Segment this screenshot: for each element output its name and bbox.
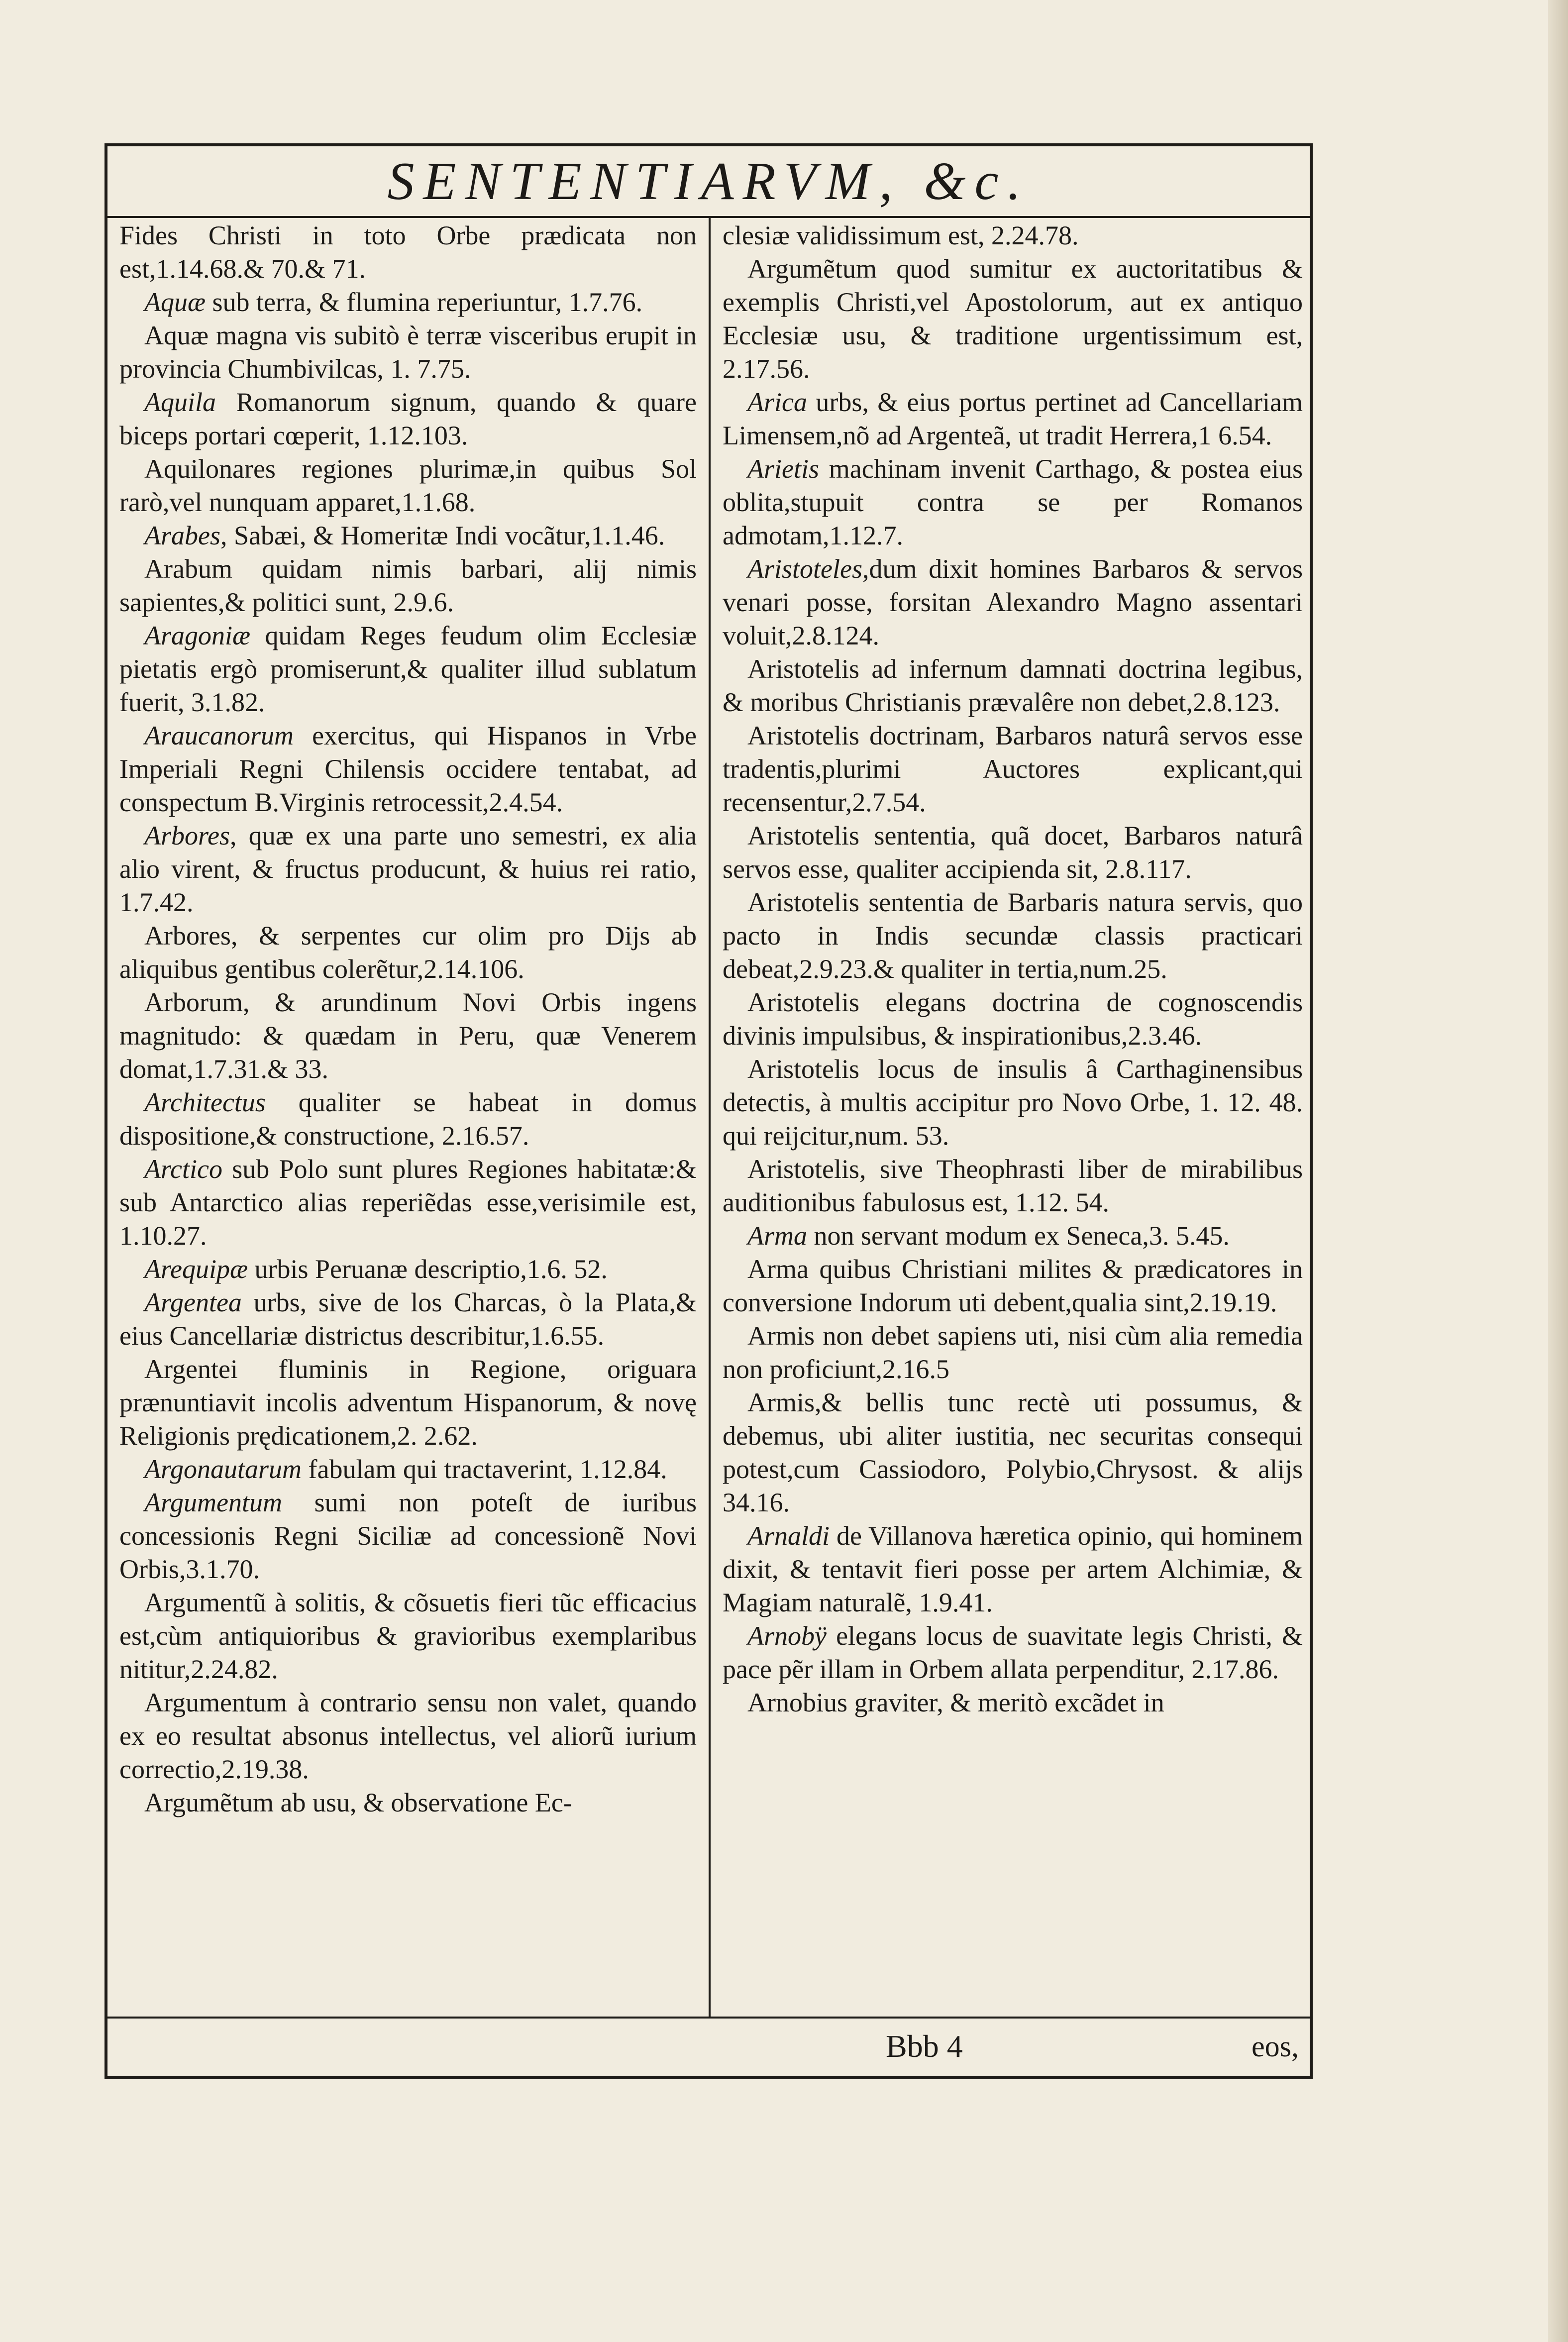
index-text: sub Polo sunt plures Regiones habitatæ:& sub Antarctico alias reperiẽdas esse,verisimile est, 1.10.27. — [119, 1154, 697, 1251]
index-entry — [119, 386, 697, 452]
index-entry — [119, 1586, 697, 1686]
catchword: eos, — [1252, 2030, 1299, 2063]
index-text: ,dum dixit homines Barbaros & servos venari posse, forsitan Alexandro Magno assentari voluit,2.8.124. — [723, 554, 1303, 650]
page-edge — [1548, 0, 1568, 2342]
index-keyword: Arma — [747, 1221, 807, 1251]
index-keyword: Arnobÿ — [747, 1621, 827, 1651]
index-entry — [119, 1686, 697, 1786]
index-text: Argumentum à contrario sensu non valet, quando ex eo resultat absonus intellectus, vel aliorũ iurium correctio,2.19.38. — [119, 1688, 697, 1784]
index-text: , quæ ex una parte uno semestri, ex alia alio virent, & fructus producunt, & huius rei ratio, 1.7.42. — [119, 821, 697, 917]
index-text: Aquæ magna vis subitò è terræ visceribus erupit in provincia Chumbivilcas, 1. 7.75. — [119, 320, 697, 384]
index-entry — [723, 652, 1303, 719]
index-entry — [119, 919, 697, 986]
index-keyword: Araucanorum — [144, 721, 294, 750]
index-text: Argentei fluminis in Regione, origuara prænuntiavit incolis adventum Hispanorum, & novę Religionis prędicationem,2. 2.62. — [119, 1354, 697, 1451]
index-text: quidam Reges feudum olim Ecclesiæ pietatis ergò promiserunt,& qualiter illud sublatum fuerit, 3.1.82. — [119, 621, 697, 717]
index-text: sumi non poteſt de iuribus concessionis Regni Siciliæ ad concessionẽ Novi Orbis,3.1.70. — [119, 1488, 697, 1584]
index-entry — [119, 1486, 697, 1586]
index-entry — [723, 1619, 1303, 1686]
index-entry — [723, 719, 1303, 819]
index-text: Arnobius graviter, & meritò excãdet in — [747, 1688, 1164, 1717]
index-text: Aristotelis doctrinam, Barbaros naturâ servos esse tradentis,plurimi Auctores explicant,qui recensentur,2.7.54. — [723, 721, 1303, 817]
index-text: qualiter se habeat in domus dispositione,& constructione, 2.16.57. — [119, 1087, 697, 1151]
index-text: elegans locus de suavitate legis Christi, & pace pẽr illam in Orbem allata perpenditur, 2.17.86. — [723, 1621, 1303, 1684]
signature-mark: Bbb 4 — [886, 2028, 963, 2064]
index-keyword: Argonautarum — [144, 1454, 302, 1484]
index-text: , Sabæi, & Homeritæ Indi vocãtur,1.1.46. — [220, 521, 665, 550]
index-entry — [119, 1286, 697, 1353]
index-text: exercitus, qui Hispanos in Vrbe Imperiali Regni Chilensis occidere tentabat, ad conspectum B.Virginis retrocessit,2.4.54. — [119, 721, 697, 817]
index-text: Aristotelis sententia, quã docet, Barbaros naturâ servos esse, qualiter accipienda sit, 2.8.117. — [723, 821, 1303, 884]
index-keyword: Aquæ — [144, 287, 206, 317]
index-text: urbis Peruanæ descriptio,1.6. 52. — [247, 1254, 608, 1284]
index-text: Fides Christi in toto Orbe prædicata non est,1.14.68.& 70.& 71. — [119, 220, 697, 284]
index-text: Aquilonares regiones plurimæ,in quibus Sol rarò,vel nunquam apparet,1.1.68. — [119, 454, 697, 517]
index-text: Aristotelis elegans doctrina de cognoscendis divinis impulsibus, & inspirationibus,2.3.46. — [723, 987, 1303, 1051]
index-entry — [119, 319, 697, 386]
index-entry — [119, 1353, 697, 1453]
index-entry — [119, 819, 697, 919]
index-entry — [723, 1219, 1303, 1253]
column-divider — [709, 218, 711, 2019]
index-entry — [119, 1786, 697, 1819]
index-text: Argumentũ à solitis, & cõsuetis fieri tũc efficacius est,cùm antiquioribus & gravioribus exemplaribus nititur,2.24.82. — [119, 1588, 697, 1684]
index-entry — [723, 1386, 1303, 1519]
index-entry — [723, 819, 1303, 886]
index-entry — [723, 1253, 1303, 1319]
index-keyword: Aragoniæ — [144, 621, 251, 650]
index-entry — [723, 552, 1303, 652]
index-text: de Villanova hæretica opinio, qui hominem dixit, & tentavit fieri posse per artem Alchimiæ, & Magiam naturalẽ, 1.9.41. — [723, 1521, 1303, 1617]
index-entry — [119, 1253, 697, 1286]
index-keyword: Arabes — [144, 521, 220, 550]
index-text: urbs, sive de los Charcas, ò la Plata,& eius Cancellariæ districtus describitur,1.6.55. — [119, 1287, 697, 1351]
index-text: Argumẽtum ab usu, & observatione Ec- — [144, 1788, 572, 1817]
index-entry — [119, 219, 697, 286]
index-keyword: Arequipæ — [144, 1254, 248, 1284]
index-entry — [119, 552, 697, 619]
index-entry — [119, 719, 697, 819]
index-entry — [723, 886, 1303, 986]
index-entry — [119, 519, 697, 552]
index-keyword: Argentea — [144, 1287, 242, 1317]
index-entry — [119, 1086, 697, 1153]
index-text: Arma quibus Christiani milites & prædicatores in conversione Indorum uti debent,qualia sint,2.19.19. — [723, 1254, 1303, 1317]
index-column-left — [119, 219, 697, 2016]
index-entry — [723, 1519, 1303, 1619]
index-entry — [119, 452, 697, 519]
index-keyword: Arica — [747, 387, 807, 417]
running-head: SENTENTIARVM, &c. — [387, 152, 1030, 211]
index-entry — [723, 452, 1303, 552]
index-text: Aristotelis ad infernum damnati doctrina legibus, & moribus Christianis prævalêre non debet,2.8.123. — [723, 654, 1303, 717]
index-entry — [723, 386, 1303, 452]
index-entry — [723, 1153, 1303, 1219]
index-text: non servant modum ex Seneca,3. 5.45. — [807, 1221, 1230, 1251]
index-column-right — [723, 219, 1303, 2016]
index-entry — [119, 286, 697, 319]
index-text: Arbores, & serpentes cur olim pro Dijs ab aliquibus gentibus colerẽtur,2.14.106. — [119, 921, 697, 984]
index-keyword: Argumentum — [144, 1488, 282, 1517]
index-keyword: Architectus — [144, 1087, 266, 1117]
bottom-rule — [105, 2017, 1313, 2019]
index-entry — [723, 1319, 1303, 1386]
index-text: Arborum, & arundinum Novi Orbis ingens magnitudo: & quædam in Peru, quæ Venerem domat,1.7.31.& 33. — [119, 987, 697, 1084]
index-text: urbs, & eius portus pertinet ad Cancellariam Limensem,nõ ad Argenteã, ut tradit Herrera,1 6.54. — [723, 387, 1303, 450]
index-entry — [119, 986, 697, 1086]
index-text: Arabum quidam nimis barbari, alij nimis sapientes,& politici sunt, 2.9.6. — [119, 554, 697, 617]
index-entry — [723, 986, 1303, 1053]
index-keyword: Arctico — [144, 1154, 222, 1184]
index-keyword: Arbores — [144, 821, 230, 851]
index-text: Aristotelis locus de insulis â Carthaginensibus detectis, à multis accipitur pro Novo Orbe, 1. 12. 48. qui reijcitur,num. 53. — [723, 1054, 1303, 1151]
index-text: Armis,& bellis tunc rectè uti possumus, & debemus, ubi aliter iustitia, nec securitas consequi potest,cum Cassiodoro, Polybio,Chrysost. & alijs 34.16. — [723, 1387, 1303, 1517]
index-entry — [723, 1686, 1303, 1719]
index-text: Aristotelis, sive Theophrasti liber de mirabilibus auditionibus fabulosus est, 1.12. 54. — [723, 1154, 1303, 1217]
index-keyword: Aquila — [144, 387, 216, 417]
index-entry — [119, 619, 697, 719]
index-entry — [723, 219, 1303, 252]
index-keyword: Arnaldi — [747, 1521, 830, 1551]
index-entry — [723, 1053, 1303, 1153]
index-text: clesiæ validissimum est, 2.24.78. — [723, 220, 1079, 250]
index-text: Aristotelis sententia de Barbaris natura servis, quo pacto in Indis secundæ classis practicari debeat,2.9.23.& qualiter in tertia,num.25. — [723, 887, 1303, 984]
index-text: Armis non debet sapiens uti, nisi cùm alia remedia non proficiunt,2.16.5 — [723, 1321, 1303, 1384]
index-text: Argumẽtum quod sumitur ex auctoritatibus & exemplis Christi,vel Apostolorum, aut ex antiquo Ecclesiæ usu, & traditione urgentissimum est, 2.17.56. — [723, 254, 1303, 384]
index-entry — [119, 1453, 697, 1486]
index-text: Romanorum signum, quando & quare biceps portari cœperit, 1.12.103. — [119, 387, 697, 450]
index-text: machinam invenit Carthago, & postea eius oblita,stupuit contra se per Romanos admotam,1.12.7. — [723, 454, 1303, 550]
index-entry — [119, 1153, 697, 1253]
index-keyword: Arietis — [747, 454, 819, 484]
index-text: sub terra, & flumina reperiuntur, 1.7.76. — [206, 287, 643, 317]
index-entry — [723, 252, 1303, 386]
index-text: fabulam qui tractaverint, 1.12.84. — [302, 1454, 667, 1484]
index-keyword: Aristoteles — [747, 554, 862, 584]
